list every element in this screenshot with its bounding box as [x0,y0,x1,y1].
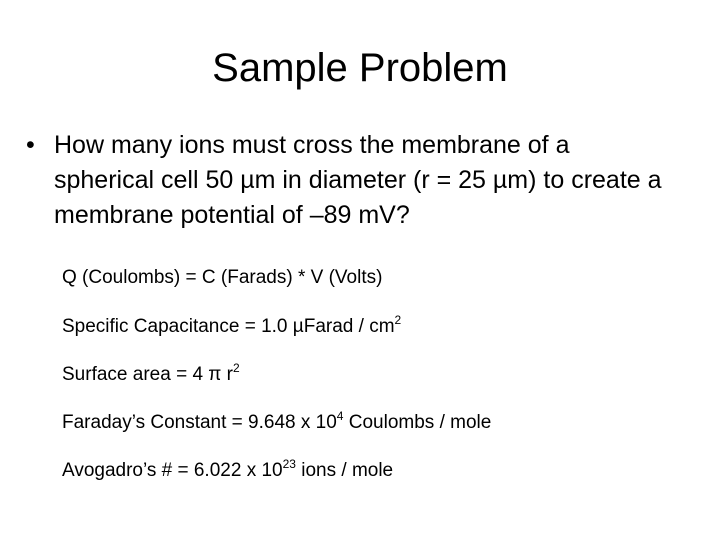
faraday-constant-unit: Coulombs / mole [343,412,492,433]
question-bullet [26,128,676,233]
surface-area-formula [62,363,240,388]
avogadro-number-text: Avogadro’s # = 6.022 x 10 [62,460,283,481]
question-text: How many ions must cross the membrane of a spherical cell 50 µm in diameter (r = 25 µm) to create a membrane potential of –89 mV? [54,131,662,229]
capacitance-formula [62,315,401,340]
charge-formula-text: Q (Coulombs) = C (Farads) * V (Volts) [62,267,383,288]
faraday-constant [62,411,491,436]
capacitance-exponent: 2 [394,313,402,327]
avogadro-exponent: 23 [282,457,296,471]
charge-formula [62,266,382,290]
avogadro-number-unit: ions / mole [295,460,394,481]
faraday-constant-text: Faraday’s Constant = 9.648 x 10 [62,412,337,433]
surface-area-exponent: 2 [233,361,240,375]
capacitance-formula-text: Specific Capacitance = 1.0 µFarad / cm [62,316,395,337]
bullet-marker: • [26,131,35,159]
slide-title: Sample Problem [212,46,508,90]
avogadro-number [62,459,393,484]
surface-area-formula-text: Surface area = 4 π r [62,364,233,385]
faraday-exponent: 4 [336,409,344,423]
